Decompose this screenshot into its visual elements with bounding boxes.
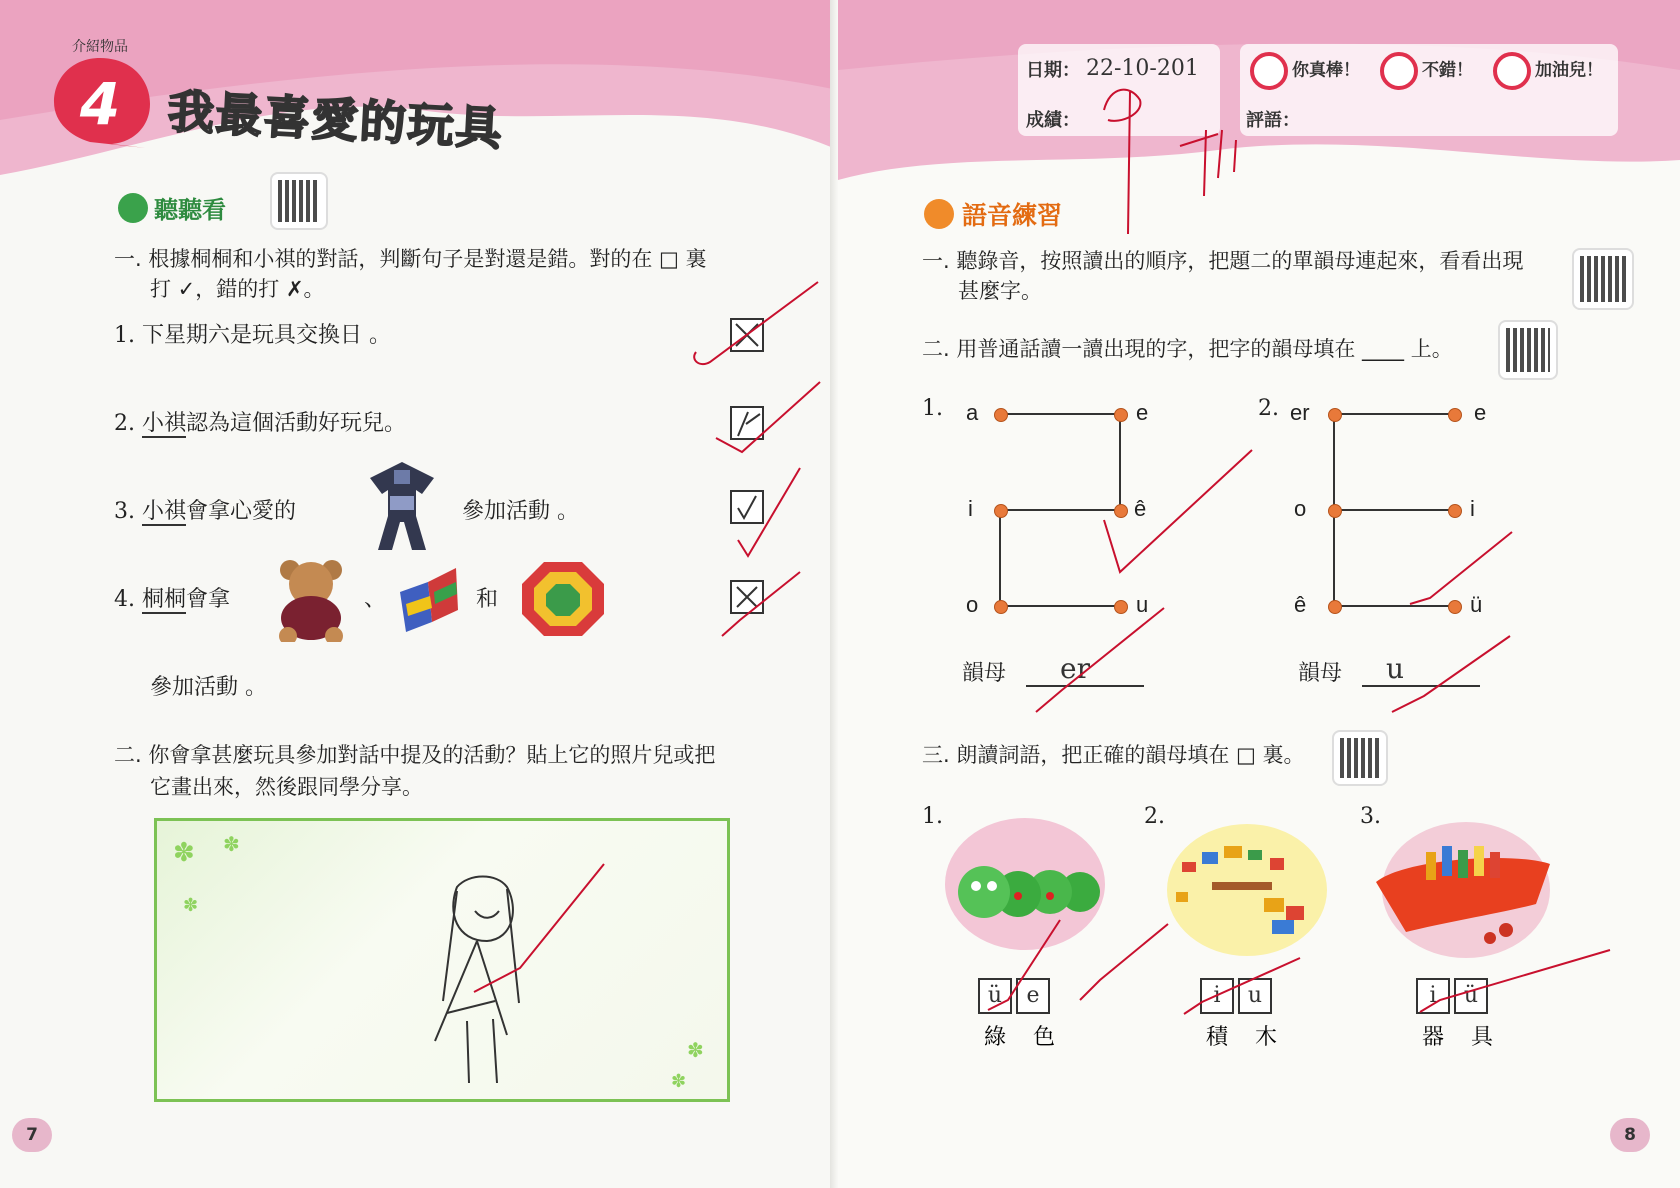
vowel-dot[interactable] xyxy=(1328,504,1342,518)
headphone-icon xyxy=(118,193,148,223)
svg-text:✽: ✽ xyxy=(671,1071,687,1092)
speech-bubble-icon xyxy=(1493,52,1531,90)
corner-label: 介紹物品 xyxy=(72,39,128,55)
left-page xyxy=(0,0,838,1188)
svg-text:✽: ✽ xyxy=(687,1038,704,1062)
speech-bubble-icon xyxy=(1250,52,1288,90)
vowel-dot[interactable] xyxy=(1114,504,1128,518)
answer-box-2[interactable] xyxy=(730,406,764,440)
final-answer-2[interactable]: u xyxy=(1362,652,1480,687)
vowel-grid-1[interactable] xyxy=(948,396,1188,620)
item-number: 1. xyxy=(114,323,135,348)
word-3-chars: 器 具 xyxy=(1422,1025,1503,1050)
unit-title: 我最喜愛的玩具 xyxy=(166,84,506,156)
vowel-label: e xyxy=(1474,400,1487,425)
item-number: 2. xyxy=(114,411,135,436)
qr-code-icon[interactable] xyxy=(270,172,328,230)
caterpillar-image xyxy=(930,812,1120,962)
final-box[interactable]: i xyxy=(1200,978,1234,1014)
word-3-number: 3. xyxy=(1360,804,1381,829)
q1-instruction-line1: 一. 根據桐桐和小祺的對話，判斷句子是對還是錯。對的在 □ 裏 xyxy=(114,247,707,271)
vowel-dot[interactable] xyxy=(994,600,1008,614)
name-underlined: 小祺 xyxy=(142,499,187,524)
vowel-dot[interactable] xyxy=(994,408,1008,422)
item-2 xyxy=(114,406,406,437)
phonics-q2-text: 二. 用普通話讀一讀出現的字，把字的韻母填在 ____ 上。 xyxy=(922,337,1453,361)
item-4-sep2: 和 xyxy=(476,587,499,612)
vowel-dot[interactable] xyxy=(1114,600,1128,614)
vowel-dot[interactable] xyxy=(1328,600,1342,614)
word-3-boxes xyxy=(1416,978,1492,1014)
qr-code-icon[interactable] xyxy=(1332,730,1388,786)
grid-1-number: 1. xyxy=(922,396,943,421)
vowel-dot[interactable] xyxy=(1114,408,1128,422)
vowel-dot[interactable] xyxy=(994,504,1008,518)
word-2-number: 2. xyxy=(1144,804,1165,829)
vowel-label: i xyxy=(1470,496,1475,521)
item-4-sep1: 、 xyxy=(364,587,387,612)
praise-row xyxy=(1250,52,1603,90)
building-blocks-image xyxy=(1152,812,1342,962)
phonics-heading-row xyxy=(924,196,1062,232)
qr-code-icon[interactable] xyxy=(1572,248,1634,310)
final-box[interactable]: e xyxy=(1016,978,1050,1014)
child-drawing xyxy=(157,821,727,1099)
ball-toy-image xyxy=(520,558,606,638)
word-2-boxes xyxy=(1200,978,1276,1014)
vowel-label: o xyxy=(1294,496,1307,521)
final-box[interactable]: i xyxy=(1416,978,1450,1014)
answer-box-3[interactable] xyxy=(730,490,764,524)
vowel-dot[interactable] xyxy=(1448,504,1462,518)
final-box[interactable]: u xyxy=(1238,978,1272,1014)
vowel-label: er xyxy=(1290,400,1310,425)
praise-good[interactable]: 不錯！ xyxy=(1380,52,1473,90)
item-text: 下星期六是玩具交換日 。 xyxy=(142,323,391,348)
word-2-chars: 積 木 xyxy=(1206,1025,1287,1050)
date-value[interactable]: 22-10-201 xyxy=(1086,56,1199,81)
praise-great[interactable]: 你真棒！ xyxy=(1250,52,1360,90)
name-underlined: 桐桐 xyxy=(142,587,187,612)
item-text: 會拿 xyxy=(186,587,231,612)
phonics-q3-text: 三. 朗讀詞語，把正確的韻母填在 □ 裏。 xyxy=(922,743,1305,767)
drawing-frame[interactable] xyxy=(154,818,730,1102)
vowel-grid-2[interactable] xyxy=(1282,396,1522,620)
microphone-icon xyxy=(924,199,954,229)
vowel-label: i xyxy=(968,496,973,521)
vowel-label: u xyxy=(1136,592,1149,617)
svg-text:✽: ✽ xyxy=(223,832,240,856)
phonics-q1-line2: 甚麼字。 xyxy=(958,279,1042,303)
score-label: 成績： xyxy=(1026,110,1080,131)
phonics-q1-line1: 一. 聽錄音，按照讀出的順序，把題二的單韻母連起來，看看出現 xyxy=(922,249,1524,273)
listen-heading: 聽聽看 xyxy=(154,196,226,224)
vowel-dot[interactable] xyxy=(1448,600,1462,614)
speech-bubble-icon xyxy=(1380,52,1418,90)
date-score-panel xyxy=(1018,44,1220,136)
word-1-chars: 綠 色 xyxy=(984,1025,1065,1050)
unit-badge xyxy=(50,52,160,152)
item-3 xyxy=(114,494,296,525)
svg-text:✽: ✽ xyxy=(183,895,199,916)
phonics-heading: 語音練習 xyxy=(962,201,1063,230)
page-number-right: 8 xyxy=(1610,1118,1650,1152)
vowel-label: ê xyxy=(1294,592,1307,617)
date-label: 日期： xyxy=(1026,60,1080,81)
word-1-boxes xyxy=(978,978,1054,1014)
qr-code-icon[interactable] xyxy=(1498,320,1558,380)
listen-heading-row xyxy=(118,190,226,225)
grid-2-number: 2. xyxy=(1258,396,1279,421)
item-number: 4. xyxy=(114,587,135,612)
comment-panel xyxy=(1240,44,1618,136)
final-label: 韻母 xyxy=(1298,661,1343,686)
answer-box-4[interactable] xyxy=(730,580,764,614)
vowel-label: ü xyxy=(1470,592,1483,617)
comment-label: 評語： xyxy=(1246,110,1300,131)
unit-number: 4 xyxy=(79,70,121,138)
name-underlined: 小祺 xyxy=(142,411,187,436)
puzzle-block-image xyxy=(394,562,464,636)
final-box[interactable]: ü xyxy=(978,978,1012,1014)
tool-belt-image xyxy=(1366,812,1560,962)
item-number: 3. xyxy=(114,499,135,524)
final-answer-1[interactable]: er xyxy=(1026,652,1144,687)
star-decoration: ✽ xyxy=(173,838,195,868)
q2-line1: 二. 你會拿甚麼玩具參加對話中提及的活動？貼上它的照片兒或把 xyxy=(114,743,716,767)
word-1-number: 1. xyxy=(922,804,943,829)
item-4 xyxy=(114,582,230,613)
vowel-dot[interactable] xyxy=(1448,408,1462,422)
q1-instruction-line2: 打 ✓，錯的打 ✗。 xyxy=(150,277,325,301)
teddy-bear-image xyxy=(270,556,352,642)
item-text: 認為這個活動好玩兒。 xyxy=(186,411,407,436)
q2-line2: 它畫出來，然後跟同學分享。 xyxy=(150,775,423,799)
page-number-left: 7 xyxy=(12,1118,52,1152)
vowel-label: ê xyxy=(1134,496,1147,521)
answer-box-1[interactable] xyxy=(730,318,764,352)
vowel-label: a xyxy=(966,400,979,425)
vowel-label: e xyxy=(1136,400,1149,425)
vowel-dot[interactable] xyxy=(1328,408,1342,422)
item-3-after: 參加活動 。 xyxy=(462,499,579,524)
item-4-line2: 參加活動 。 xyxy=(150,675,267,700)
vowel-label: o xyxy=(966,592,979,617)
praise-keep-going[interactable]: 加油兒！ xyxy=(1493,52,1603,90)
final-label: 韻母 xyxy=(962,661,1007,686)
robot-toy-image xyxy=(360,456,444,554)
item-text: 會拿心愛的 xyxy=(186,499,297,524)
right-page xyxy=(838,0,1680,1188)
item-1 xyxy=(114,318,391,349)
final-box[interactable]: ü xyxy=(1454,978,1488,1014)
